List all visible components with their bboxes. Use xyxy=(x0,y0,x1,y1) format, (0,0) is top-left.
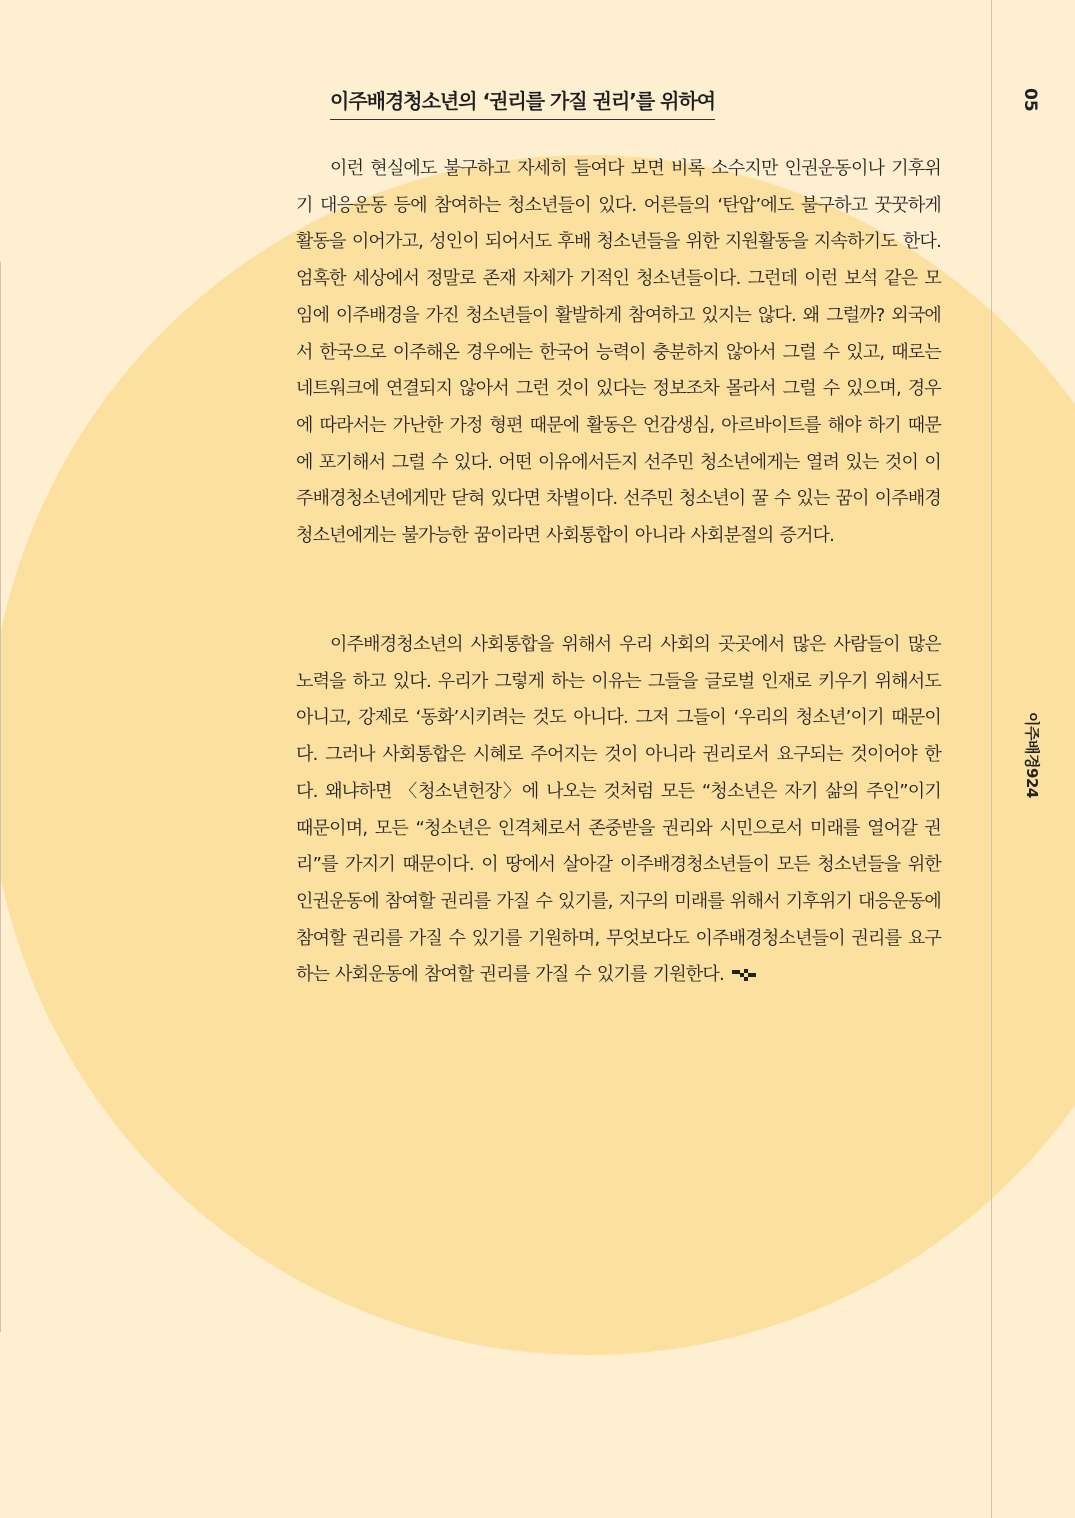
body-paragraph-1 xyxy=(296,151,941,555)
page-number: 05 xyxy=(1020,88,1040,112)
body-paragraph-2 xyxy=(296,627,941,994)
paragraph-2-text: 이주배경청소년의 사회통합을 위해서 우리 사회의 곳곳에서 많은 사람들이 많은 노력을 하고 있다. 우리가 그렇게 하는 이유는 그들을 글로벌 인재로 키우기 위해서도 아니고, 강제로 ‘동화’시키려는 것도 아니다. 그저 그들이 ‘우리의 청소년’이기 때문이다. 그러나 사회통합은 시혜로 주어지는 것이 아니라 권리로서 요구되는 것이어야 한다. 왜냐하면 〈청소년헌장〉에 나오는 것처럼 모든 “청소년은 자기 삶의 주인”이기 때문이며, 모든 “청소년은 인격체로서 존중받을 권리와 시민으로서 미래를 열어갈 권리”를 가지기 때문이다. 이 땅에서 살아갈 이주배경청소년들이 모든 청소년들을 위한 인권운동에 참여할 권리를 가질 수 있기를, 지구의 미래를 위해서 기후위기 대응운동에 참여할 권리를 가질 수 있기를 기원하며, 무엇보다도 이주배경청소년들이 권리를 요구하는 사회운동에 참여할 권리를 가질 수 있기를 기원한다. xyxy=(296,634,941,986)
paragraph-1-text: 이런 현실에도 불구하고 자세히 들여다 보면 비록 소수지만 인권운동이나 기후위기 대응운동 등에 참여하는 청소년들이 있다. 어른들의 ‘탄압’에도 불구하고 꿋꿋하게 활동을 이어가고, 성인이 되어서도 후배 청소년들을 위한 지원활동을 지속하기도 한다. 엄혹한 세상에서 정말로 존재 자체가 기적인 청소년들이다. 그런데 이런 보석 같은 모임에 이주배경을 가진 청소년들이 활발하게 참여하고 있지는 않다. 왜 그럴까? 외국에서 한국으로 이주해온 경우에는 한국어 능력이 충분하지 않아서 그럴 수 있고, 때로는 네트워크에 연결되지 않아서 그런 것이 있다는 정보조차 몰라서 그럴 수 있으며, 경우에 따라서는 가난한 가정 형편 때문에 활동은 언감생심, 아르바이트를 해야 하기 때문에 포기해서 그럴 수 있다. 어떤 이유에서든지 선주민 청소년에게는 열려 있는 것이 이주배경청소년에게만 닫혀 있다면 차별이다. 선주민 청소년이 꿀 수 있는 꿈이 이주배경청소년에게는 불가능한 꿈이라면 사회통합이 아니라 사회분절의 증거다. xyxy=(296,158,941,547)
end-mark-icon xyxy=(732,969,758,981)
article-title: 이주배경청소년의 ‘권리를 가질 권리’를 위하여 xyxy=(330,85,715,120)
magazine-title: 이주배경924 xyxy=(1023,712,1041,798)
